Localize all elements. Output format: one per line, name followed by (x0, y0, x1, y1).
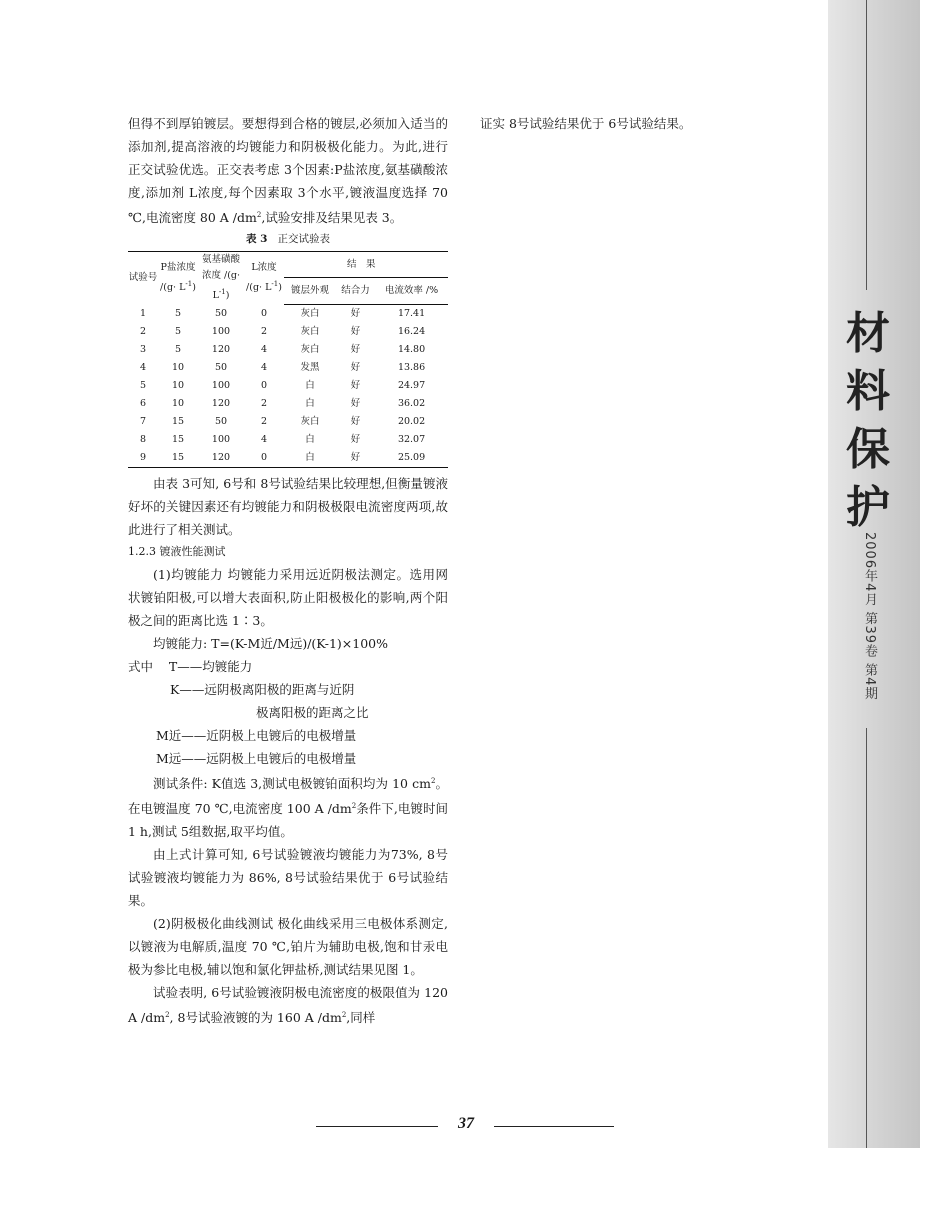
section-heading: 1.2.3 镀液性能测试 (128, 544, 226, 558)
left-column (128, 112, 448, 1029)
header-result: 结果 (284, 252, 448, 278)
superscript: 2 (256, 211, 262, 219)
header-efficiency: 电流效率 /% (375, 278, 448, 304)
table-caption (128, 231, 448, 247)
table-row: 8 15 100 4 白 好 32.07 (139, 433, 426, 445)
paragraph-polarization: (2)阴极极化曲线测试 极化曲线采用三电极体系测定,以镀液为电解质,温度 70 ℃,铂片为辅助电极,饱和甘汞电极为参比电极,辅以饱和氯化钾盐桥,测试结果见图 1。 (128, 916, 448, 978)
table-body (128, 304, 448, 467)
journal-issue: 2006年4月 第39卷 第4期 (862, 532, 877, 701)
table-row: 3 5 120 4 灰白 好 14.80 (139, 343, 426, 355)
header-trial: 试验号 (128, 272, 158, 284)
table-number: 表 3 (246, 233, 268, 246)
orthogonal-test-table (128, 251, 448, 468)
footer-rule-right (494, 1126, 614, 1127)
paragraph-intro-text: 但得不到厚铂镀层。要想得到合格的镀层,必须加入适当的添加剂,提高溶液的均镀能力和阴极极化能力。为此,进行正交试验优选。正交表考虑 3个因素:P盐浓度,氨基磺酸浓度,添加剂 L浓度,每个因素取 3个水平,镀液温度选择 70 ℃,电流密度 80 A /dm (128, 116, 448, 226)
side-divider-top (866, 0, 867, 290)
page-footer (0, 1115, 950, 1139)
paragraph-test-conditions: 测试条件: K值选 3,测试电极镀铂面积均为 10 $cm^2$。在电镀温度 70 ℃,电流密度 100 A $/dm^2$条件下,电镀时间 1 h,测试 5组数据,取平均值。 (128, 775, 448, 840)
page-number: 37 (458, 1115, 474, 1132)
table-row: 4 10 50 4 发黑 好 13.86 (139, 361, 426, 373)
table-row: 6 10 120 2 白 好 36.02 (139, 397, 426, 409)
definition-k-cont: 极离阳极的距离之比 (256, 704, 369, 720)
footer-rule-left (316, 1126, 438, 1127)
paragraph-intro-end: ,试验安排及结果见表 3。 (261, 210, 403, 226)
paragraph-throwing-power: (1)均镀能力 均镀能力采用远近阴极法测定。选用网状镀铂阳极,可以增大表面积,防止阳极极化的影响,两个阳极之间的距离比选 1∶3。 (128, 566, 448, 628)
definition-t: T——均镀能力 (168, 658, 253, 674)
table-row: 2 5 100 2 灰白 好 16.24 (139, 325, 426, 337)
paragraph-intro (128, 112, 448, 229)
paragraph-throwing-result: 由上式计算可知, 6号试验镀液均镀能力为73%, 8号试验镀液均镀能力为 86%, 8号试验结果优于 6号试验结果。 (128, 847, 448, 909)
header-l-concentration: L浓度 $/(g\cdot L^{-1})$ (246, 262, 282, 294)
definition-k: K——远阴极离阳极的距离与近阴 (170, 681, 355, 697)
table-title: 正交试验表 (277, 233, 330, 246)
side-divider-bottom (866, 728, 867, 1148)
paragraph-right-continuation: 证实 8号试验结果优于 6号试验结果。 (480, 116, 692, 131)
definition-m-near: M近——近阴极上电镀后的电极增量 (156, 727, 357, 743)
header-p-salt: P盐浓度 $/(g\cdot L^{-1})$ (160, 262, 196, 294)
definition-intro: 式中 T——均镀能力 (128, 658, 253, 674)
header-adhesion: 结合力 (336, 278, 375, 304)
header-appearance: 镀层外观 (284, 278, 336, 304)
table-row: 1 5 50 0 灰白 好 17.41 (139, 307, 426, 319)
table-row: 9 15 120 0 白 好 25.09 (139, 451, 426, 463)
header-sulfamic-acid: 氨基磺酸浓度 $/(g\cdot L^{-1})$ (201, 254, 241, 302)
journal-title: 材料保护 (846, 308, 890, 533)
table-row: 5 10 100 0 白 好 24.97 (139, 379, 426, 391)
definition-m-far: M远——远阴极上电镀后的电极增量 (156, 750, 357, 766)
formula: 均镀能力: T=(K-M近/M远)/(K-1)×100% (153, 635, 388, 651)
table-row: 7 15 50 2 灰白 好 20.02 (139, 415, 426, 427)
paragraph-conclusion: 由表 3可知, 6号和 8号试验结果比较理想,但衡量镀液好坏的关键因素还有均镀能力和阴极极限电流密度两项,故此进行了相关测试。 (128, 475, 448, 537)
right-column (480, 112, 780, 135)
paragraph-limit-current: 试验表明, 6号试验镀液阴极电流密度的极限值为 120 A $/dm^2$, 8号试验液镀的为 160 A $/dm^2$,同样 (128, 985, 448, 1026)
